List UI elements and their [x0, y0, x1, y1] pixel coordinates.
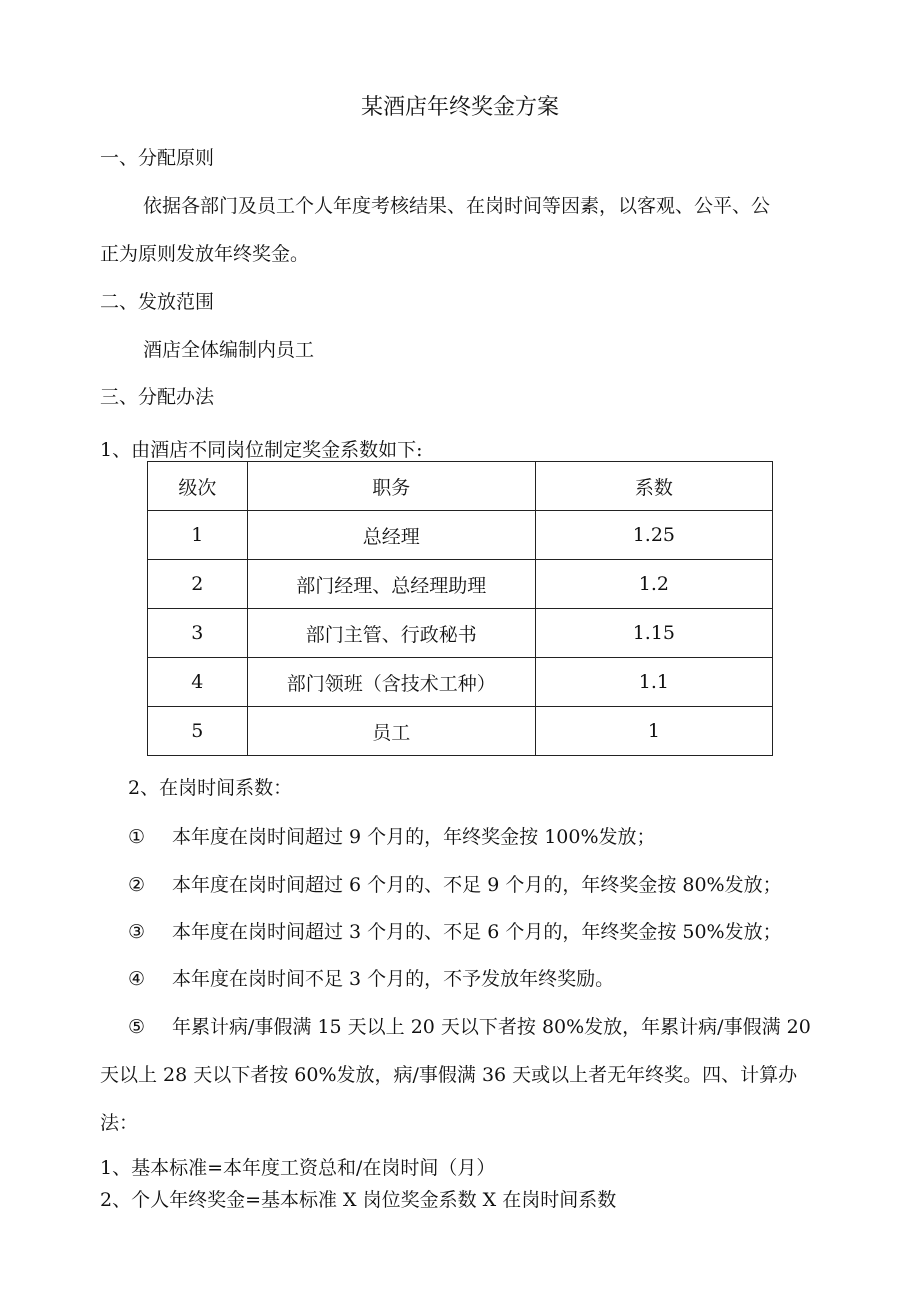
- table-cell: 2: [148, 560, 248, 609]
- table-row: [148, 511, 773, 560]
- rule5-continuation-line3: 法：: [100, 1112, 139, 1134]
- table-cell: 4: [148, 658, 248, 707]
- table-row: [148, 658, 773, 707]
- rule-text: 本年度在岗时间超过 9 个月的，年终奖金按 100%发放；: [172, 826, 656, 848]
- rule-marker: ⑤: [128, 1016, 146, 1038]
- table-cell: 1.1: [535, 658, 772, 707]
- table-header-row: [148, 462, 773, 511]
- table-row: [148, 560, 773, 609]
- table-cell: 员工: [247, 707, 535, 756]
- table-cell: 3: [148, 609, 248, 658]
- table-cell: 5: [148, 707, 248, 756]
- tenure-coefficient-heading: 2、在岗时间系数：: [128, 777, 293, 799]
- table-header-cell: 级次: [148, 462, 248, 511]
- rule-text: 年累计病/事假满 15 天以上 20 天以下者按 80%发放，年累计病/事假满 20: [172, 1016, 811, 1038]
- rule-text: 本年度在岗时间超过 3 个月的、不足 6 个月的，年终奖金按 50%发放；: [172, 921, 782, 943]
- rule-text: 本年度在岗时间不足 3 个月的，不予发放年终奖励。: [172, 968, 615, 990]
- table-cell: 部门领班（含技术工种）: [247, 658, 535, 707]
- section3-heading: 三、分配办法: [100, 386, 215, 408]
- table-cell: 1: [148, 511, 248, 560]
- table-cell: 部门经理、总经理助理: [247, 560, 535, 609]
- rule-text: 本年度在岗时间超过 6 个月的、不足 9 个月的，年终奖金按 80%发放；: [172, 874, 782, 896]
- table-row: [148, 609, 773, 658]
- rule-marker: ④: [128, 968, 146, 990]
- table-cell: 部门主管、行政秘书: [247, 609, 535, 658]
- section1-heading: 一、分配原则: [100, 147, 215, 169]
- table-cell: 1.25: [535, 511, 772, 560]
- document-title: 某酒店年终奖金方案: [360, 95, 559, 120]
- calc-personal-bonus: 2、个人年终奖金=基本标准 X 岗位奖金系数 X 在岗时间系数: [100, 1189, 617, 1211]
- table-cell: 总经理: [247, 511, 535, 560]
- bonus-coefficient-intro: 1、由酒店不同岗位制定奖金系数如下:: [100, 439, 423, 461]
- section1-paragraph-line1: 依据各部门及员工个人年度考核结果、在岗时间等因素，以客观、公平、公: [143, 195, 771, 217]
- section2-heading: 二、发放范围: [100, 291, 215, 313]
- calc-basic-standard: 1、基本标准=本年度工资总和/在岗时间（月）: [100, 1157, 496, 1179]
- rule-marker: ②: [128, 874, 146, 896]
- section1-paragraph-line2: 正为原则发放年终奖金。: [100, 243, 310, 265]
- table-cell: 1: [535, 707, 772, 756]
- bonus-coefficient-table: [147, 461, 773, 756]
- table-header-cell: 系数: [535, 462, 772, 511]
- rule5-continuation-line2: 天以上 28 天以下者按 60%发放，病/事假满 36 天或以上者无年终奖。四、计算办: [100, 1064, 798, 1086]
- table-cell: 1.15: [535, 609, 772, 658]
- rule-marker: ①: [128, 826, 146, 848]
- rule-marker: ③: [128, 921, 146, 943]
- section2-paragraph: 酒店全体编制内员工: [143, 339, 315, 361]
- table-header-cell: 职务: [247, 462, 535, 511]
- table-row: [148, 707, 773, 756]
- table-cell: 1.2: [535, 560, 772, 609]
